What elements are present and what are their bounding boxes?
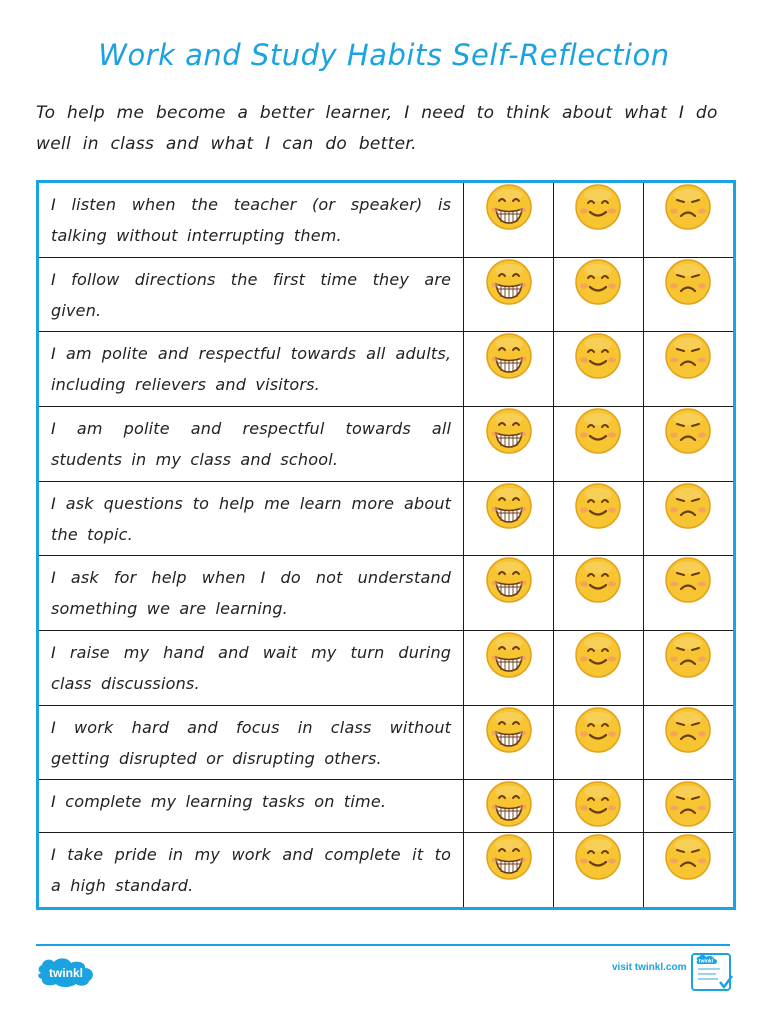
- statement-cell: [39, 406, 464, 481]
- grinning-face-cell[interactable]: [464, 780, 554, 833]
- table-row: [39, 833, 733, 907]
- frowning-face-cell[interactable]: [643, 833, 733, 907]
- grinning-face-cell[interactable]: [464, 630, 554, 705]
- table-row: [39, 406, 733, 481]
- statement-text: I complete my learning tasks on time.: [51, 792, 387, 812]
- frowning-face-cell[interactable]: [643, 183, 733, 257]
- frowning-face-cell[interactable]: [643, 556, 733, 631]
- table-row: [39, 183, 733, 257]
- badge-logo-text: twinkl: [698, 958, 714, 965]
- smiling-face-cell[interactable]: [553, 833, 643, 907]
- frowning-face-icon: [644, 407, 733, 455]
- frowning-face-icon: [644, 780, 733, 828]
- table-row: [39, 556, 733, 631]
- frowning-face-icon: [644, 706, 733, 754]
- smiling-face-icon: [554, 780, 643, 828]
- frowning-face-icon: [644, 482, 733, 530]
- frowning-face-icon: [644, 183, 733, 231]
- smiling-face-icon: [554, 482, 643, 530]
- grinning-face-icon: [464, 706, 553, 754]
- smiling-face-cell[interactable]: [553, 406, 643, 481]
- frowning-face-cell[interactable]: [643, 780, 733, 833]
- smiling-face-icon: [554, 556, 643, 604]
- grinning-face-icon: [464, 258, 553, 306]
- statement-cell: [39, 257, 464, 332]
- smiling-face-icon: [554, 706, 643, 754]
- smiling-face-icon: [554, 631, 643, 679]
- grinning-face-icon: [464, 631, 553, 679]
- page-title: Work and Study Habits Self-Reflection: [98, 38, 670, 72]
- quality-badge-icon: [690, 952, 734, 994]
- frowning-face-cell[interactable]: [643, 630, 733, 705]
- grinning-face-cell[interactable]: [464, 183, 554, 257]
- statement-text: I listen when the teacher (or speaker) is talking without interrupting them.: [51, 195, 452, 245]
- grinning-face-icon: [464, 407, 553, 455]
- smiling-face-cell[interactable]: [553, 257, 643, 332]
- grinning-face-icon: [464, 332, 553, 380]
- frowning-face-icon: [644, 556, 733, 604]
- smiling-face-cell[interactable]: [553, 332, 643, 407]
- footer-divider: [36, 944, 730, 946]
- frowning-face-cell[interactable]: [643, 406, 733, 481]
- twinkl-logo[interactable]: [36, 955, 98, 989]
- grinning-face-cell[interactable]: [464, 406, 554, 481]
- frowning-face-icon: [644, 631, 733, 679]
- twinkl-logo-text: twinkl: [48, 966, 84, 980]
- grinning-face-icon: [464, 833, 553, 881]
- statement-cell: [39, 481, 464, 556]
- grinning-face-icon: [464, 183, 553, 231]
- statement-text: I follow directions the first time they are given.: [51, 269, 452, 320]
- grinning-face-cell[interactable]: [464, 556, 554, 631]
- statement-text: I ask questions to help me learn more about the topic.: [51, 493, 452, 544]
- grinning-face-icon: [464, 482, 553, 530]
- statement-text: I raise my hand and wait my turn during class discussions.: [51, 642, 452, 693]
- grinning-face-icon: [464, 556, 553, 604]
- smiling-face-cell[interactable]: [553, 630, 643, 705]
- smiling-face-cell[interactable]: [553, 481, 643, 556]
- statement-text: I take pride in my work and complete it to a high standard.: [51, 845, 452, 896]
- statement-text: I ask for help when I do not understand something we are learning.: [51, 568, 452, 619]
- grinning-face-icon: [464, 780, 553, 828]
- frowning-face-icon: [644, 833, 733, 881]
- table-row: [39, 257, 733, 332]
- table-row: [39, 705, 733, 780]
- smiling-face-cell[interactable]: [553, 705, 643, 780]
- frowning-face-cell[interactable]: [643, 705, 733, 780]
- grinning-face-cell[interactable]: [464, 332, 554, 407]
- intro-text: To help me become a better learner, I need to think about what I do well in class and what I can do better.: [36, 103, 718, 154]
- frowning-face-cell[interactable]: [643, 332, 733, 407]
- smiling-face-icon: [554, 407, 643, 455]
- statement-cell: [39, 332, 464, 407]
- reflection-grid: [39, 183, 733, 907]
- table-row: [39, 780, 733, 833]
- frowning-face-cell[interactable]: [643, 257, 733, 332]
- frowning-face-icon: [644, 332, 733, 380]
- statement-cell: [39, 833, 464, 907]
- frowning-face-cell[interactable]: [643, 481, 733, 556]
- table-row: [39, 481, 733, 556]
- smiling-face-icon: [554, 258, 643, 306]
- smiling-face-icon: [554, 183, 643, 231]
- statement-cell: [39, 630, 464, 705]
- grinning-face-cell[interactable]: [464, 481, 554, 556]
- reflection-table: [36, 180, 736, 910]
- smiling-face-cell[interactable]: [553, 780, 643, 833]
- frowning-face-icon: [644, 258, 733, 306]
- statement-text: I work hard and focus in class without getting disrupted or disrupting others.: [51, 717, 452, 768]
- statement-text: I am polite and respectful towards all students in my class and school.: [51, 418, 452, 469]
- grinning-face-cell[interactable]: [464, 705, 554, 780]
- statement-cell: [39, 780, 464, 833]
- smiling-face-cell[interactable]: [553, 183, 643, 257]
- smiling-face-cell[interactable]: [553, 556, 643, 631]
- grinning-face-cell[interactable]: [464, 257, 554, 332]
- statement-text: I am polite and respectful towards all adults, including relievers and visitors.: [51, 344, 452, 395]
- table-row: [39, 630, 733, 705]
- statement-cell: [39, 183, 464, 257]
- smiling-face-icon: [554, 833, 643, 881]
- grinning-face-cell[interactable]: [464, 833, 554, 907]
- smiling-face-icon: [554, 332, 643, 380]
- visit-link[interactable]: visit twinkl.com: [612, 962, 687, 973]
- statement-cell: [39, 705, 464, 780]
- table-row: [39, 332, 733, 407]
- statement-cell: [39, 556, 464, 631]
